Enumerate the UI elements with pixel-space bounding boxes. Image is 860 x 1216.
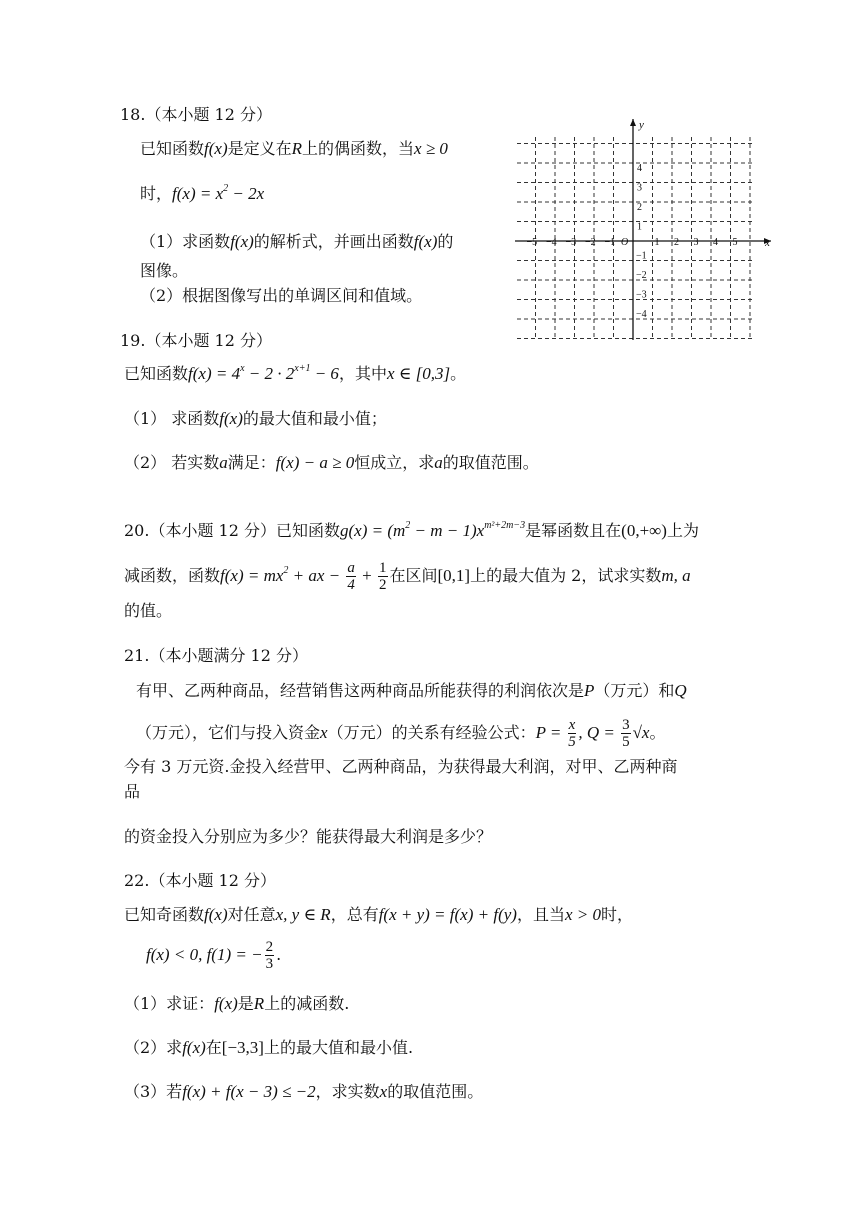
- origin-label: O: [621, 237, 629, 248]
- q21-line4: 品: [124, 782, 141, 801]
- fraction-x-over-5: $\frac{x}{5}$: [568, 717, 576, 750]
- fraction-3-over-5: $\frac{3}{5}$: [622, 717, 630, 750]
- y-tick-label: 3: [637, 182, 642, 194]
- y-axis-arrow-icon: [630, 119, 636, 126]
- y-tick-label: −2: [636, 270, 647, 281]
- x-tick-label: −1: [604, 237, 616, 248]
- x-tick-label: −4: [546, 237, 557, 248]
- y-tick-label: 2: [637, 202, 642, 213]
- q21-line1: 有甲、乙两种商品，经营销售这两种商品所能获得的利润依次是P（万元）和Q: [136, 681, 687, 700]
- q18-line1: 已知函数f(x)是定义在R上的偶函数，当x ≥ 0: [140, 139, 448, 158]
- q20-line2: 减函数，函数$f(x) = mx^2$ + ax − $\frac{a}{4}$ + $\frac{1}{2}$ 在区间[0,1]上的最大值为 2，试求实数m, a: [124, 560, 691, 593]
- q21-line3: 今有 3 万元资.金投入经营甲、乙两种商品，为获得最大利润，对甲、乙两种商: [124, 757, 678, 776]
- q18-line2: 时，$f(x) = x^2 - 2x$: [140, 183, 265, 203]
- q18-part2: （2）根据图像写出的单调区间和值域。: [140, 286, 423, 305]
- x-tick-label: 4: [713, 237, 718, 248]
- q20-line3: 的值。: [124, 601, 173, 620]
- y-axis-label: y: [639, 119, 644, 131]
- coordinate-grid: [515, 115, 775, 340]
- x-tick-label: −3: [565, 237, 577, 248]
- y-tick-label: 1: [637, 221, 642, 233]
- x-tick-label: −2: [585, 237, 596, 248]
- fraction-a-over-4: $\frac{a}{4}$: [347, 560, 355, 593]
- q19-line1: 已知函数$f(x) = 4^x - 2 \cdot 2^{x+1} - 6$，其中x ∈ [0,3]。: [124, 363, 467, 383]
- q18-part1: （1）求函数f(x)的解析式，并画出函数f(x)的: [140, 232, 454, 251]
- y-tick-label: 4: [637, 163, 642, 174]
- q22-part2: （2）求f(x)在[−3,3]上的最大值和最小值.: [124, 1038, 414, 1057]
- x-tick-label: 3: [693, 237, 699, 248]
- fraction-2-over-3: $\frac{2}{3}$: [265, 939, 274, 972]
- q22-part1: （1）求证：f(x)是R上的减函数.: [124, 994, 350, 1013]
- q21-heading: 21.（本小题满分 12 分）: [124, 646, 308, 665]
- y-tick-label: −3: [636, 289, 647, 301]
- q22-heading: 22.（本小题 12 分）: [124, 871, 276, 890]
- q22-line1: 已知奇函数f(x)对任意x, y ∈ R，总有f(x + y) = f(x) + f(y)，且当x > 0时，: [124, 905, 633, 924]
- q18-heading: 18.（本小题 12 分）: [120, 105, 272, 124]
- q22-line2: f(x) < 0, f(1) = − $\frac{2}{3}$ .: [146, 939, 282, 972]
- q22-part3: （3）若f(x) + f(x − 3) ≤ −2，求实数x的取值范围。: [124, 1082, 484, 1101]
- x-tick-label: 5: [732, 237, 738, 248]
- q19-part1: （1） 求函数f(x)的最大值和最小值；: [124, 409, 387, 428]
- q19-part2: （2） 若实数a满足：f(x) − a ≥ 0恒成立，求a的取值范围。: [124, 453, 539, 472]
- y-tick-label: −4: [636, 309, 647, 320]
- x-tick-label: −5: [526, 237, 538, 248]
- x-axis-label: x: [765, 237, 770, 249]
- q21-line5: 的资金投入分别应为多少？能获得最大利润是多少？: [124, 827, 493, 846]
- q19-heading: 19.（本小题 12 分）: [120, 331, 272, 350]
- x-tick-label: 1: [654, 237, 660, 248]
- fraction-1-over-2: $\frac{1}{2}$: [379, 560, 387, 593]
- x-tick-label: 2: [674, 237, 679, 248]
- q21-line2: （万元），它们与投入资金x（万元）的关系有经验公式：P = $\frac{x}{5}$ , Q = $\frac{3}{5}$ √x。: [136, 717, 666, 750]
- y-tick-label: −1: [636, 250, 647, 262]
- q20-line1: 20.（本小题 12 分）已知函数$g(x) = (m^2 - m - 1)x^{m^2+2m-3}$是幂函数且在(0,+∞)上为: [124, 520, 699, 540]
- q18-part1-cont: 图像。: [140, 261, 189, 280]
